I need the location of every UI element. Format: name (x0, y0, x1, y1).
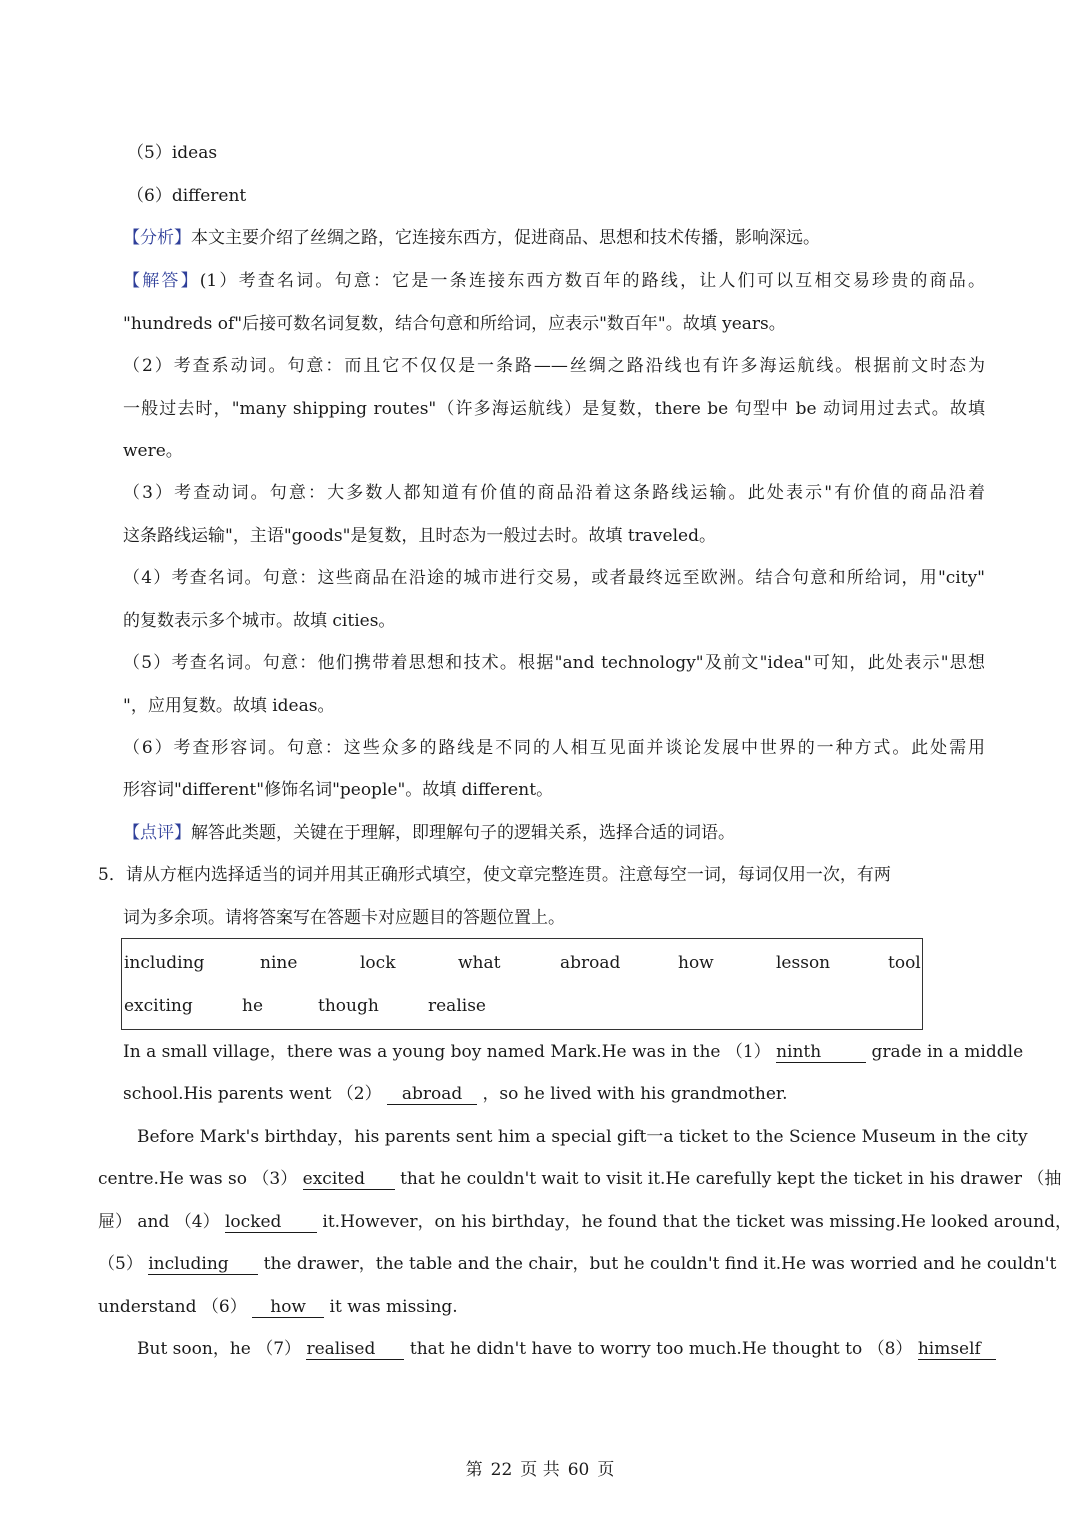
passage-text: that he couldn't wait to visit it.He carefully kept the ticket in his drawer （抽 (400, 1169, 1062, 1189)
analysis-tag: 【分析】 (123, 228, 191, 248)
passage-text: grade in a middle (871, 1042, 1024, 1062)
comment-line (123, 821, 985, 845)
question-5-line (98, 863, 985, 887)
passage-line (123, 1082, 985, 1106)
page-number: 22 (490, 1460, 513, 1480)
solution-line: "，应用复数。故填 ideas。 (123, 696, 335, 716)
total-pages: 60 (567, 1460, 590, 1480)
comment-tag: 【点评】 (123, 823, 191, 843)
solution-line: （4）考查名词。句意：这些商品在沿途的城市进行交易，或者最终远至欧洲。结合句意和所给词，用"city" (123, 568, 985, 588)
solution-line: 形容词"different"修饰名词"people"。故填 different。 (123, 780, 554, 800)
word-option: including (124, 953, 205, 973)
solution-line: （3）考查动词。句意：大多数人都知道有价值的商品沿着这条路线运输。此处表示"有价值的商品沿着 (123, 483, 985, 503)
solution-line (123, 269, 985, 293)
solution-line: 这条路线运输"，主语"goods"是复数，且时态为一般过去时。故填 traveled。 (123, 526, 716, 546)
solution-line: （2）考查系动词。句意：而且它不仅仅是一条路——丝绸之路沿线也有许多海运航线。根据前文时态为 (123, 356, 985, 376)
passage-text: But soon，he （7） (137, 1339, 302, 1359)
comment-text: 解答此类题，关键在于理解，即理解句子的逻辑关系，选择合适的词语。 (191, 823, 735, 843)
question-instruction-line: 词为多余项。请将答案写在答题卡对应题目的答题位置上。 (123, 908, 565, 928)
word-option: realise (428, 996, 486, 1016)
solution-tag: 【解答】 (123, 271, 200, 291)
solution-line: （5）考查名词。句意：他们携带着思想和技术。根据"and technology"及前文"idea"可知，此处表示"思想 (123, 653, 985, 673)
page-footer (0, 1458, 1080, 1482)
passage-text: the drawer，the table and the chair，but he couldn't find it.He was worried and he couldn't (263, 1254, 1057, 1274)
answer-blank-2: abroad (387, 1084, 477, 1105)
answer-blank-6: how (252, 1297, 324, 1318)
word-option: though (318, 996, 379, 1016)
passage-line (123, 1040, 1024, 1064)
passage-line (98, 1210, 1073, 1234)
answer-blank-3: excited (303, 1169, 395, 1190)
passage-text: it was missing. (329, 1297, 458, 1317)
word-option: lesson (776, 953, 831, 973)
answer-blank-8: himself (918, 1339, 996, 1360)
word-option: how (678, 953, 714, 973)
passage-text: （5） (98, 1254, 143, 1274)
analysis-line (123, 226, 985, 250)
word-box (121, 938, 923, 1030)
question-instruction: 请从方框内选择适当的词并用其正确形式填空，使文章完整连贯。注意每空一词，每词仅用一次，有两 (125, 865, 891, 885)
passage-text: school.His parents went （2） (123, 1084, 382, 1104)
answer-line: （5）ideas (127, 143, 218, 163)
solution-line: were。 (123, 441, 183, 461)
word-option: abroad (560, 953, 621, 973)
passage-text: centre.He was so （3） (98, 1169, 298, 1189)
solution-line: 的复数表示多个城市。故填 cities。 (123, 611, 396, 631)
passage-text: that he didn't have to worry too much.He thought to （8） (409, 1339, 913, 1359)
footer-text: 页 共 (520, 1460, 560, 1480)
answer-line: （6）different (127, 186, 247, 206)
answer-blank-7: realised (306, 1339, 404, 1360)
passage-line: Before Mark's birthday，his parents sent him a special gift一a ticket to the Science Museum in the city (137, 1127, 1028, 1147)
passage-text: In a small village，there was a young boy named Mark.He was in the （1） (123, 1042, 771, 1062)
passage-text: understand （6） (98, 1297, 247, 1317)
answer-blank-1: ninth (776, 1042, 866, 1063)
passage-line (98, 1167, 1062, 1191)
solution-line: "hundreds of"后接可数名词复数，结合句意和所给词，应表示"数百年"。故填 years。 (123, 314, 786, 334)
solution-text: (1）考查名词。句意：它是一条连接东西方数百年的路线，让人们可以互相交易珍贵的商品。 (199, 271, 985, 291)
passage-text: ，so he lived with his grandmother. (482, 1084, 788, 1104)
answer-blank-5: including (148, 1254, 258, 1275)
word-option: what (458, 953, 501, 973)
word-option: lock (360, 953, 396, 973)
passage-line (98, 1252, 1057, 1276)
footer-text: 页 (597, 1460, 615, 1480)
solution-line: 一般过去时，"many shipping routes"（许多海运航线）是复数，there be 句型中 be 动词用过去式。故填 (123, 399, 985, 419)
analysis-text: 本文主要介绍了丝绸之路，它连接东西方，促进商品、思想和技术传播，影响深远。 (191, 228, 820, 248)
word-option: he (242, 996, 264, 1016)
passage-text: it.However，on his birthday，he found that the ticket was missing.He looked around， (322, 1212, 1073, 1232)
question-number: 5． (98, 865, 126, 885)
word-option: nine (260, 953, 298, 973)
word-option: tool (888, 953, 921, 973)
passage-line (137, 1337, 985, 1361)
solution-line: （6）考查形容词。句意：这些众多的路线是不同的人相互见面并谈论发展中世界的一种方式。此处需用 (123, 738, 985, 758)
passage-text: 屉） and （4） (98, 1212, 220, 1232)
passage-line (98, 1295, 985, 1319)
answer-blank-4: locked (225, 1212, 317, 1233)
word-option: exciting (124, 996, 193, 1016)
footer-text: 第 (465, 1460, 483, 1480)
